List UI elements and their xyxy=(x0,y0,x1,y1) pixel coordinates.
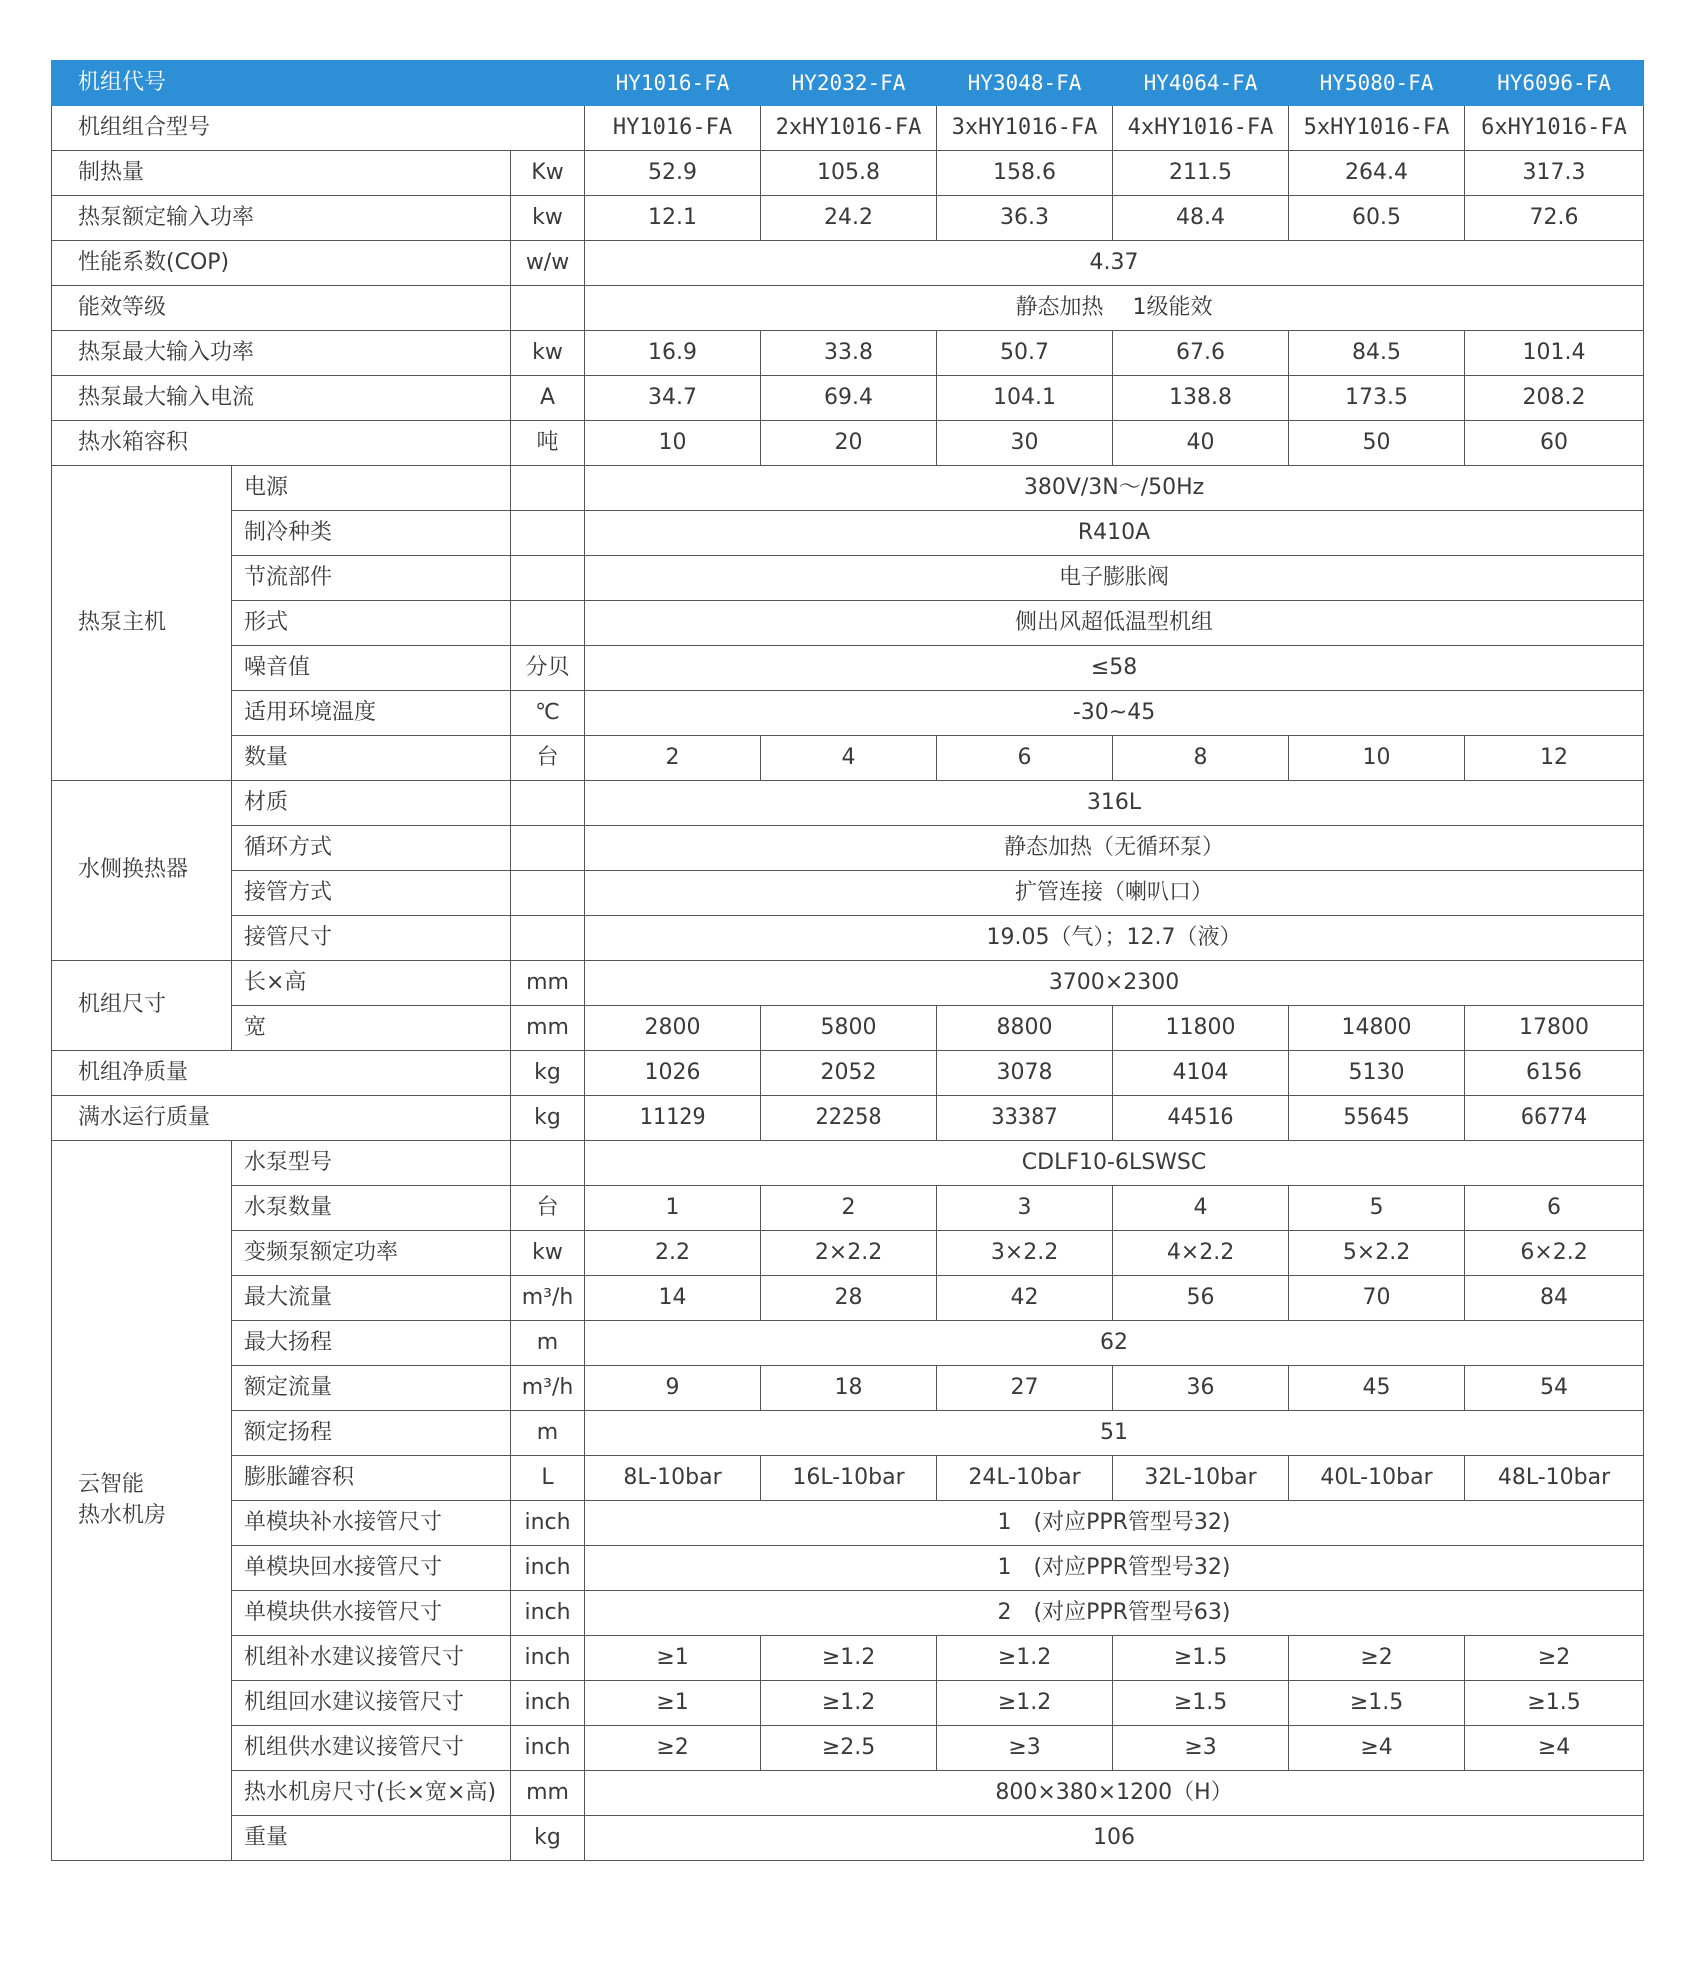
row-label: 变频泵额定功率 xyxy=(232,1231,511,1276)
value-cell: ≥4 xyxy=(1465,1726,1644,1771)
row-label: 膨胀罐容积 xyxy=(232,1456,511,1501)
group-label xyxy=(52,466,232,781)
value-cell: 56 xyxy=(1113,1276,1289,1321)
merged-value-cell: 侧出风超低温型机组 xyxy=(585,601,1644,646)
spec-row xyxy=(52,826,1644,871)
value-cell: 101.4 xyxy=(1465,331,1644,376)
value-cell: 48.4 xyxy=(1113,196,1289,241)
value-cell: 173.5 xyxy=(1289,376,1465,421)
value-cell: 4×2.2 xyxy=(1113,1231,1289,1276)
unit-cell: L xyxy=(511,1456,585,1501)
group-label-line: 机组尺寸 xyxy=(78,992,167,1018)
value-cell: 24.2 xyxy=(761,196,937,241)
value-cell: ≥1.5 xyxy=(1289,1681,1465,1726)
value-cell: 12.1 xyxy=(585,196,761,241)
value-cell: 10 xyxy=(1289,736,1465,781)
value-cell: 67.6 xyxy=(1113,331,1289,376)
value-cell: 6156 xyxy=(1465,1051,1644,1096)
value-cell: 3xHY1016-FA xyxy=(937,106,1113,151)
model-code: HY1016-FA xyxy=(585,61,761,106)
value-cell: 2800 xyxy=(585,1006,761,1051)
group-label xyxy=(52,781,232,961)
merged-value-cell: 3700×2300 xyxy=(585,961,1644,1006)
value-cell: 105.8 xyxy=(761,151,937,196)
unit-cell: kg xyxy=(511,1816,585,1861)
value-cell: ≥1 xyxy=(585,1681,761,1726)
value-cell: 6 xyxy=(1465,1186,1644,1231)
merged-value-cell: 电子膨胀阀 xyxy=(585,556,1644,601)
spec-row xyxy=(52,196,1644,241)
unit-cell xyxy=(511,556,585,601)
row-label: 机组净质量 xyxy=(52,1051,511,1096)
model-code: HY6096-FA xyxy=(1465,61,1644,106)
merged-value-cell: 316L xyxy=(585,781,1644,826)
value-cell: 28 xyxy=(761,1276,937,1321)
row-label: 接管方式 xyxy=(232,871,511,916)
header-label: 机组代号 xyxy=(52,61,585,106)
spec-row xyxy=(52,1141,1644,1186)
merged-value-cell: -30~45 xyxy=(585,691,1644,736)
unit-cell xyxy=(511,286,585,331)
value-cell: ≥1.5 xyxy=(1113,1636,1289,1681)
value-cell: 54 xyxy=(1465,1366,1644,1411)
unit-cell xyxy=(511,601,585,646)
row-label: 电源 xyxy=(232,466,511,511)
row-label: 重量 xyxy=(232,1816,511,1861)
value-cell: 32L-10bar xyxy=(1113,1456,1289,1501)
row-label: 机组组合型号 xyxy=(52,106,585,151)
row-label: 宽 xyxy=(232,1006,511,1051)
spec-row xyxy=(52,601,1644,646)
unit-cell: inch xyxy=(511,1681,585,1726)
spec-row xyxy=(52,466,1644,511)
unit-cell: 分贝 xyxy=(511,646,585,691)
row-label: 材质 xyxy=(232,781,511,826)
spec-row xyxy=(52,151,1644,196)
spec-row xyxy=(52,1186,1644,1231)
value-cell: 24L-10bar xyxy=(937,1456,1113,1501)
row-label: 制热量 xyxy=(52,151,511,196)
unit-cell: m xyxy=(511,1411,585,1456)
value-cell: 10 xyxy=(585,421,761,466)
value-cell: 3 xyxy=(937,1186,1113,1231)
unit-cell: 台 xyxy=(511,1186,585,1231)
value-cell: ≥2.5 xyxy=(761,1726,937,1771)
spec-row xyxy=(52,1816,1644,1861)
merged-value-cell: 51 xyxy=(585,1411,1644,1456)
group-label-line: 热泵主机 xyxy=(78,609,167,635)
value-cell: 84.5 xyxy=(1289,331,1465,376)
value-cell: 2×2.2 xyxy=(761,1231,937,1276)
value-cell: 4 xyxy=(1113,1186,1289,1231)
row-label: 数量 xyxy=(232,736,511,781)
unit-cell xyxy=(511,1141,585,1186)
merged-value-cell: 106 xyxy=(585,1816,1644,1861)
value-cell: 5 xyxy=(1289,1186,1465,1231)
value-cell: 22258 xyxy=(761,1096,937,1141)
unit-cell xyxy=(511,511,585,556)
group-label-line: 水侧换热器 xyxy=(78,857,189,883)
row-label: 适用环境温度 xyxy=(232,691,511,736)
value-cell: 40 xyxy=(1113,421,1289,466)
row-label: 最大流量 xyxy=(232,1276,511,1321)
spec-row xyxy=(52,511,1644,556)
spec-row xyxy=(52,376,1644,421)
value-cell: 42 xyxy=(937,1276,1113,1321)
merged-value-cell: 19.05（气）；12.7（液） xyxy=(585,916,1644,961)
value-cell: 264.4 xyxy=(1289,151,1465,196)
spec-row xyxy=(52,1726,1644,1771)
unit-cell: 台 xyxy=(511,736,585,781)
value-cell: 16.9 xyxy=(585,331,761,376)
row-label: 水泵型号 xyxy=(232,1141,511,1186)
spec-row xyxy=(52,781,1644,826)
unit-cell: inch xyxy=(511,1636,585,1681)
value-cell: 16L-10bar xyxy=(761,1456,937,1501)
value-cell: 14 xyxy=(585,1276,761,1321)
value-cell: 45 xyxy=(1289,1366,1465,1411)
row-label: 单模块供水接管尺寸 xyxy=(232,1591,511,1636)
value-cell: 14800 xyxy=(1289,1006,1465,1051)
value-cell: ≥3 xyxy=(937,1726,1113,1771)
value-cell: 5800 xyxy=(761,1006,937,1051)
value-cell: 5xHY1016-FA xyxy=(1289,106,1465,151)
value-cell: 4 xyxy=(761,736,937,781)
value-cell: 48L-10bar xyxy=(1465,1456,1644,1501)
value-cell: 317.3 xyxy=(1465,151,1644,196)
spec-row xyxy=(52,1006,1644,1051)
value-cell: 4104 xyxy=(1113,1051,1289,1096)
value-cell: 30 xyxy=(937,421,1113,466)
unit-cell: 吨 xyxy=(511,421,585,466)
merged-value-cell: 380V/3N～/50Hz xyxy=(585,466,1644,511)
spec-row xyxy=(52,691,1644,736)
spec-row xyxy=(52,1681,1644,1726)
value-cell: ≥1 xyxy=(585,1636,761,1681)
value-cell: ≥1.2 xyxy=(761,1636,937,1681)
value-cell: 18 xyxy=(761,1366,937,1411)
value-cell: 6×2.2 xyxy=(1465,1231,1644,1276)
unit-cell xyxy=(511,871,585,916)
row-label: 长×高 xyxy=(232,961,511,1006)
row-label: 热泵最大输入电流 xyxy=(52,376,511,421)
value-cell: 3×2.2 xyxy=(937,1231,1113,1276)
row-label: 额定流量 xyxy=(232,1366,511,1411)
value-cell: 36 xyxy=(1113,1366,1289,1411)
spec-row xyxy=(52,331,1644,376)
value-cell: 33.8 xyxy=(761,331,937,376)
row-label: 单模块回水接管尺寸 xyxy=(232,1546,511,1591)
row-label: 满水运行质量 xyxy=(52,1096,511,1141)
value-cell: 66774 xyxy=(1465,1096,1644,1141)
row-label: 机组供水建议接管尺寸 xyxy=(232,1726,511,1771)
value-cell: 60 xyxy=(1465,421,1644,466)
unit-cell: mm xyxy=(511,1006,585,1051)
value-cell: 3078 xyxy=(937,1051,1113,1096)
unit-cell: w/w xyxy=(511,241,585,286)
merged-value-cell: CDLF10-6LSWSC xyxy=(585,1141,1644,1186)
value-cell: 2 xyxy=(585,736,761,781)
row-label: 单模块补水接管尺寸 xyxy=(232,1501,511,1546)
row-label: 节流部件 xyxy=(232,556,511,601)
spec-row xyxy=(52,961,1644,1006)
value-cell: 9 xyxy=(585,1366,761,1411)
unit-cell: kw xyxy=(511,1231,585,1276)
value-cell: 50.7 xyxy=(937,331,1113,376)
spec-row xyxy=(52,556,1644,601)
unit-cell xyxy=(511,826,585,871)
spec-row xyxy=(52,871,1644,916)
value-cell: 5×2.2 xyxy=(1289,1231,1465,1276)
merged-value-cell: R410A xyxy=(585,511,1644,556)
value-cell: 158.6 xyxy=(937,151,1113,196)
unit-cell xyxy=(511,466,585,511)
model-code: HY5080-FA xyxy=(1289,61,1465,106)
value-cell: 12 xyxy=(1465,736,1644,781)
value-cell: 20 xyxy=(761,421,937,466)
row-label: 循环方式 xyxy=(232,826,511,871)
value-cell: ≥1.5 xyxy=(1465,1681,1644,1726)
spec-row xyxy=(52,1096,1644,1141)
spec-row xyxy=(52,1456,1644,1501)
unit-cell: inch xyxy=(511,1546,585,1591)
group-label xyxy=(52,961,232,1051)
value-cell: 2.2 xyxy=(585,1231,761,1276)
unit-cell: ℃ xyxy=(511,691,585,736)
spec-row xyxy=(52,1411,1644,1456)
value-cell: 11800 xyxy=(1113,1006,1289,1051)
value-cell: ≥1.2 xyxy=(937,1636,1113,1681)
header-row xyxy=(52,61,1644,106)
unit-cell: kg xyxy=(511,1051,585,1096)
unit-cell: A xyxy=(511,376,585,421)
group-label xyxy=(52,1141,232,1861)
merged-value-cell: ≤58 xyxy=(585,646,1644,691)
row-label: 热水箱容积 xyxy=(52,421,511,466)
value-cell: 40L-10bar xyxy=(1289,1456,1465,1501)
merged-value-cell: 800×380×1200（H） xyxy=(585,1771,1644,1816)
merged-value-cell: 1 (对应PPR管型号32) xyxy=(585,1546,1644,1591)
value-cell: ≥1.2 xyxy=(761,1681,937,1726)
spec-table xyxy=(51,60,1644,1861)
unit-cell: mm xyxy=(511,1771,585,1816)
value-cell: 5130 xyxy=(1289,1051,1465,1096)
value-cell: 34.7 xyxy=(585,376,761,421)
value-cell: 8 xyxy=(1113,736,1289,781)
unit-cell: inch xyxy=(511,1501,585,1546)
value-cell: 60.5 xyxy=(1289,196,1465,241)
unit-cell: kw xyxy=(511,196,585,241)
spec-row xyxy=(52,1591,1644,1636)
spec-row xyxy=(52,916,1644,961)
spec-row xyxy=(52,241,1644,286)
group-label-line: 热水机房 xyxy=(78,1502,167,1528)
unit-cell: m³/h xyxy=(511,1276,585,1321)
combo-row xyxy=(52,106,1644,151)
value-cell: 8800 xyxy=(937,1006,1113,1051)
row-label: 噪音值 xyxy=(232,646,511,691)
unit-cell: kg xyxy=(511,1096,585,1141)
value-cell: 104.1 xyxy=(937,376,1113,421)
spec-row xyxy=(52,646,1644,691)
spec-row xyxy=(52,1051,1644,1096)
row-label: 热水机房尺寸(长×宽×高) xyxy=(232,1771,511,1816)
spec-row xyxy=(52,1636,1644,1681)
spec-row xyxy=(52,1366,1644,1411)
unit-cell: m³/h xyxy=(511,1366,585,1411)
value-cell: 70 xyxy=(1289,1276,1465,1321)
row-label: 水泵数量 xyxy=(232,1186,511,1231)
spec-row xyxy=(52,421,1644,466)
unit-cell: mm xyxy=(511,961,585,1006)
unit-cell: kw xyxy=(511,331,585,376)
value-cell: ≥2 xyxy=(585,1726,761,1771)
group-label-line: 云智能 xyxy=(78,1471,145,1497)
spec-table-body xyxy=(52,61,1644,1861)
value-cell: 8L-10bar xyxy=(585,1456,761,1501)
row-label: 热泵额定输入功率 xyxy=(52,196,511,241)
merged-value-cell: 2 (对应PPR管型号63) xyxy=(585,1591,1644,1636)
row-label: 性能系数(COP) xyxy=(52,241,511,286)
value-cell: 2 xyxy=(761,1186,937,1231)
value-cell: 27 xyxy=(937,1366,1113,1411)
value-cell: ≥2 xyxy=(1465,1636,1644,1681)
value-cell: 1 xyxy=(585,1186,761,1231)
value-cell: ≥4 xyxy=(1289,1726,1465,1771)
value-cell: 6xHY1016-FA xyxy=(1465,106,1644,151)
unit-cell xyxy=(511,781,585,826)
value-cell: 72.6 xyxy=(1465,196,1644,241)
unit-cell: inch xyxy=(511,1726,585,1771)
value-cell: 55645 xyxy=(1289,1096,1465,1141)
row-label: 形式 xyxy=(232,601,511,646)
merged-value-cell: 扩管连接（喇叭口） xyxy=(585,871,1644,916)
row-label: 接管尺寸 xyxy=(232,916,511,961)
merged-value-cell: 静态加热（无循环泵） xyxy=(585,826,1644,871)
spec-row xyxy=(52,1321,1644,1366)
value-cell: 69.4 xyxy=(761,376,937,421)
unit-cell: m xyxy=(511,1321,585,1366)
row-label: 机组回水建议接管尺寸 xyxy=(232,1681,511,1726)
model-code: HY2032-FA xyxy=(761,61,937,106)
value-cell: 2052 xyxy=(761,1051,937,1096)
merged-value-cell: 4.37 xyxy=(585,241,1644,286)
merged-value-cell: 62 xyxy=(585,1321,1644,1366)
value-cell: 50 xyxy=(1289,421,1465,466)
spec-row xyxy=(52,1546,1644,1591)
value-cell: ≥3 xyxy=(1113,1726,1289,1771)
value-cell: ≥1.2 xyxy=(937,1681,1113,1726)
row-label: 制冷种类 xyxy=(232,511,511,556)
value-cell: 211.5 xyxy=(1113,151,1289,196)
spec-row xyxy=(52,736,1644,781)
row-label: 机组补水建议接管尺寸 xyxy=(232,1636,511,1681)
spec-row xyxy=(52,1276,1644,1321)
value-cell: 138.8 xyxy=(1113,376,1289,421)
row-label: 最大扬程 xyxy=(232,1321,511,1366)
value-cell: 4xHY1016-FA xyxy=(1113,106,1289,151)
value-cell: ≥2 xyxy=(1289,1636,1465,1681)
model-code: HY3048-FA xyxy=(937,61,1113,106)
unit-cell: Kw xyxy=(511,151,585,196)
row-label: 能效等级 xyxy=(52,286,511,331)
row-label: 热泵最大输入功率 xyxy=(52,331,511,376)
unit-cell xyxy=(511,916,585,961)
value-cell: 6 xyxy=(937,736,1113,781)
merged-value-cell: 1 (对应PPR管型号32) xyxy=(585,1501,1644,1546)
spec-row xyxy=(52,1771,1644,1816)
value-cell: ≥1.5 xyxy=(1113,1681,1289,1726)
value-cell: HY1016-FA xyxy=(585,106,761,151)
value-cell: 84 xyxy=(1465,1276,1644,1321)
value-cell: 208.2 xyxy=(1465,376,1644,421)
unit-cell: inch xyxy=(511,1591,585,1636)
value-cell: 17800 xyxy=(1465,1006,1644,1051)
value-cell: 1026 xyxy=(585,1051,761,1096)
spec-row xyxy=(52,1501,1644,1546)
value-cell: 33387 xyxy=(937,1096,1113,1141)
value-cell: 2xHY1016-FA xyxy=(761,106,937,151)
row-label: 额定扬程 xyxy=(232,1411,511,1456)
value-cell: 36.3 xyxy=(937,196,1113,241)
merged-value-cell: 静态加热 1级能效 xyxy=(585,286,1644,331)
model-code: HY4064-FA xyxy=(1113,61,1289,106)
spec-row xyxy=(52,286,1644,331)
value-cell: 52.9 xyxy=(585,151,761,196)
spec-row xyxy=(52,1231,1644,1276)
value-cell: 44516 xyxy=(1113,1096,1289,1141)
value-cell: 11129 xyxy=(585,1096,761,1141)
